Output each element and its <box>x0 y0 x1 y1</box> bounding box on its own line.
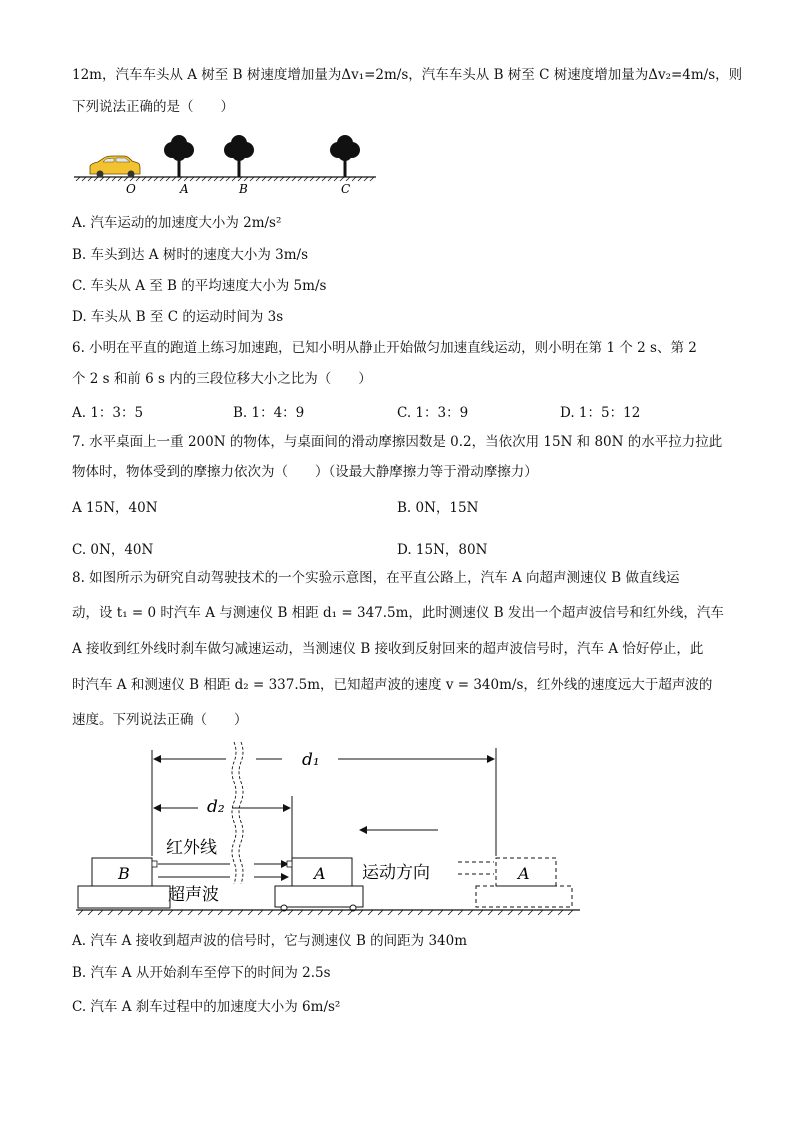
label-a: A <box>180 182 189 196</box>
q6-option-b: B. 1：4：9 <box>233 405 305 421</box>
q8-stem-line1: 8. 如图所示为研究自动驾驶技术的一个实验示意图，在平直公路上，汽车 A 向超声测速仪 B 做直线运 <box>72 570 680 586</box>
label-c: C <box>341 182 351 196</box>
q7-option-a: A 15N，40N <box>72 500 158 516</box>
tree-icon-a <box>164 135 194 177</box>
q5-option-d: D. 车头从 B 至 C 的运动时间为 3s <box>72 309 284 325</box>
d1-label: d₁ <box>302 750 320 770</box>
q5-stem-line2: 下列说法正确的是（ ） <box>72 99 234 115</box>
car-icon <box>90 156 140 178</box>
ghost-a-label: A <box>518 864 530 883</box>
q5-option-a: A. 汽车运动的加速度大小为 2m/s² <box>72 215 282 231</box>
q6-stem-line2: 个 2 s 和前 6 s 内的三段位移大小之比为（ ） <box>72 371 372 387</box>
q8-option-c: C. 汽车 A 刹车过程中的加速度大小为 6m/s² <box>72 999 341 1015</box>
q8-stem-line4: 时汽车 A 和测速仪 B 相距 d₂ = 337.5m，已知超声波的速度 v = 340m/s，红外线的速度远大于超声波的 <box>72 677 713 693</box>
tree-icon-c <box>330 135 360 177</box>
label-b: B <box>239 182 248 196</box>
box-a-label: A <box>314 864 326 883</box>
ultrasonic-figure <box>70 738 590 920</box>
q8-option-b: B. 汽车 A 从开始刹车至停下的时间为 2.5s <box>72 965 331 981</box>
infrared-label: 红外线 <box>166 838 217 858</box>
car-trees-figure <box>70 128 390 198</box>
q7-option-c: C. 0N，40N <box>72 542 154 558</box>
q7-option-d: D. 15N，80N <box>397 542 488 558</box>
q5-option-c: C. 车头从 A 至 B 的平均速度大小为 5m/s <box>72 278 327 294</box>
q5-stem-line1: 12m，汽车车头从 A 树至 B 树速度增加量为Δv₁=2m/s，汽车车头从 B 树至 C 树速度增加量为Δv₂=4m/s，则 <box>72 67 743 83</box>
q6-option-d: D. 1：5：12 <box>560 405 641 421</box>
q8-option-a: A. 汽车 A 接收到超声波的信号时，它与测速仪 B 的间距为 340m <box>72 933 468 949</box>
direction-label: 运动方向 <box>362 863 430 883</box>
q8-stem-line2: 动，设 t₁ = 0 时汽车 A 与测速仪 B 相距 d₁ = 347.5m，此时测速仪 B 发出一个超声波信号和红外线，汽车 <box>72 605 724 621</box>
tree-icon-b <box>224 135 254 177</box>
label-o: O <box>126 182 136 196</box>
q8-stem-line3: A 接收到红外线时刹车做匀减速运动，当测速仪 B 接收到反射回来的超声波信号时，汽车 A 恰好停止，此 <box>72 641 704 657</box>
q6-option-c: C. 1：3：9 <box>397 405 469 421</box>
q6-stem-line1: 6. 小明在平直的跑道上练习加速跑，已知小明从静止开始做匀加速直线运动，则小明在第 1 个 2 s、第 2 <box>72 340 697 356</box>
q6-option-a: A. 1：3：5 <box>72 405 144 421</box>
q7-option-b: B. 0N，15N <box>397 500 479 516</box>
ultrasonic-label: 超声波 <box>168 885 219 905</box>
q7-stem-line2: 物体时，物体受到的摩擦力依次为（ ）（设最大静摩擦力等于滑动摩擦力） <box>72 464 538 480</box>
d2-label: d₂ <box>207 797 225 817</box>
box-b-label: B <box>118 864 130 883</box>
q7-stem-line1: 7. 水平桌面上一重 200N 的物体，与桌面间的滑动摩擦因数是 0.2，当依次用 15N 和 80N 的水平拉力拉此 <box>72 434 723 450</box>
q8-stem-line5: 速度。下列说法正确（ ） <box>72 712 248 728</box>
q5-option-b: B. 车头到达 A 树时的速度大小为 3m/s <box>72 247 308 263</box>
